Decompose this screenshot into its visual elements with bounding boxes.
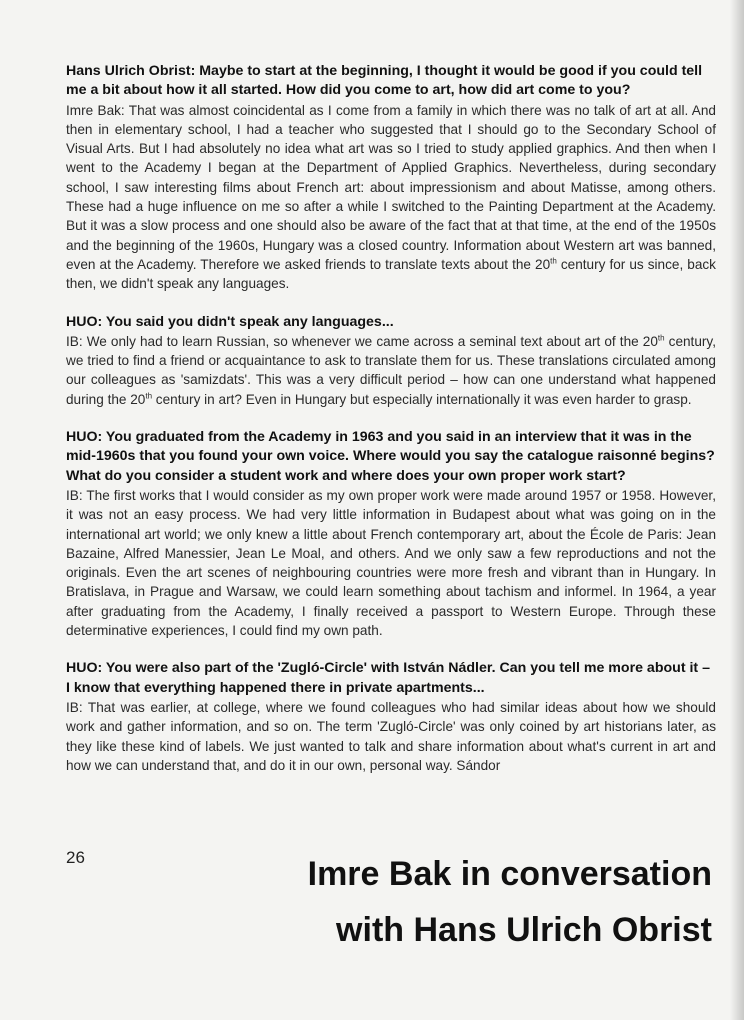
interview-text — [66, 62, 716, 794]
answer-1 — [66, 101, 716, 294]
answer-1-part-1: Imre Bak: That was almost coincidental as I come from a family in which there was no talk of art at all. And then in elementary school, I had a teacher who suggested that I should go to the Secondary School of Visual Arts. But I had absolutely no idea what art was so I tried to study applied graphics. And then when I went to the Academy I began at the Department of Applied Graphics. Nevertheless, during secondary school, I saw interesting films about French art: about impressionism and about Matisse, among others. These had a huge influence on me so after a while I switched to the Painting Department at the Academy. But it was a slow process and one should also be aware of the fact that at that time, at the end of the 1950s and the beginning of the 1960s, Hungary was a closed country. Information about Western art was banned, even at the Academy. Therefore we asked friends to translate texts about the 20 — [66, 102, 716, 272]
question-2: HUO: You said you didn't speak any languages... — [66, 313, 394, 330]
title-line-2: with Hans Ulrich Obrist — [336, 911, 712, 949]
question-4: HUO: You were also part of the 'Zugló-Circle' with István Nádler. Can you tell me more about it – I know that everything happened there in private apartments... — [66, 660, 710, 696]
answer-4: IB: That was earlier, at college, where we found colleagues who had similar ideas about how we should work and gather information, and so on. The term 'Zugló-Circle' was only coined by art historians later, as they like these kind of labels. We just wanted to talk and share information about what's current in art and how we can understand that, and do it in our own, personal way. Sándor — [66, 699, 716, 773]
qa-block-4 — [66, 659, 716, 775]
title-line-1: Imre Bak in conversation — [307, 855, 712, 893]
question-1: Hans Ulrich Obrist: Maybe to start at the beginning, I thought it would be good if you could tell me a bit about how it all started. How did you come to art, how did art come to you? — [66, 63, 703, 99]
answer-2-superscript-2: th — [145, 391, 153, 401]
question-3: HUO: You graduated from the Academy in 1963 and you said in an interview that it was in the mid-1960s that you found your own voice. Where would you say the catalogue raisonné begins? What do you consider a student work and where does your own proper work start? — [66, 429, 715, 484]
article-title — [308, 846, 712, 958]
page-number: 26 — [66, 848, 85, 867]
qa-block-1 — [66, 62, 716, 294]
page-edge-shadow — [730, 0, 744, 1020]
answer-3: IB: The first works that I would consider as my own proper work were made around 1957 or 1958. However, it was not an easy process. We had very little information in Budapest about what was going on in the international art world; we only knew a little about French contemporary art, about the École de Paris: Jean Bazaine, Alfred Manessier, Jean Le Moal, and others. And we only saw a few reproductions and not the originals. Even the art scenes of neighbouring countries were more fresh and vibrant than in Hungary. In Bratislava, in Prague and Warsaw, we could learn something about tachism and informel. In 1964, a year after graduating from the Academy, I finally received a passport to Western Europe. Through these determinative experiences, I could find my own path. — [66, 487, 716, 639]
qa-block-3 — [66, 428, 716, 640]
answer-1-superscript: th — [550, 256, 557, 266]
answer-2 — [66, 332, 716, 409]
answer-2-part-3: century in art? Even in Hungary but especially internationally it was even harder to grasp. — [152, 391, 692, 407]
answer-2-part-2: century, we tried to find a friend or acquaintance to ask to translate them for us. These translations circulated among our colleagues as 'samizdats'. This was a very difficult period – how can one understand what happened during the 20 — [66, 333, 716, 407]
qa-block-2 — [66, 313, 716, 409]
answer-1-part-2: century for us since, back then, we didn't speak any languages. — [66, 256, 716, 292]
answer-2-part-1: IB: We only had to learn Russian, so whenever we came across a seminal text about art of the 20 — [66, 333, 658, 349]
answer-2-superscript-1: th — [657, 333, 665, 343]
